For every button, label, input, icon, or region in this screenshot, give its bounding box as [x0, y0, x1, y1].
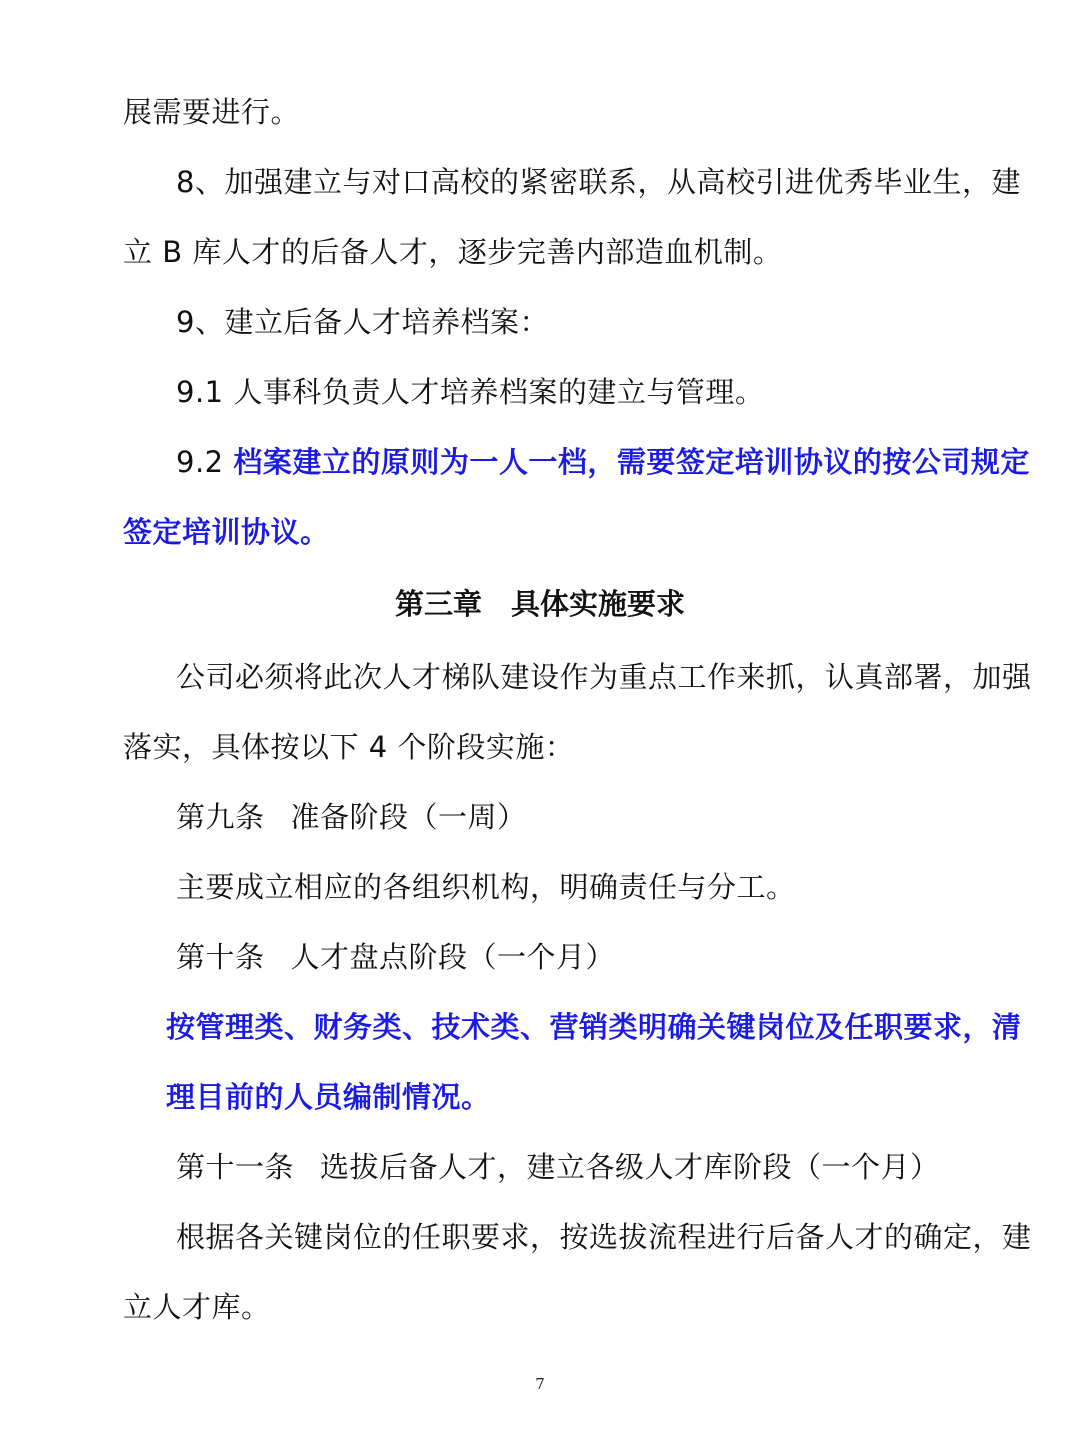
paragraph-line: 根据各关键岗位的任职要求，按选拔流程进行后备人才的确定，建: [176, 1220, 1032, 1254]
chapter-heading: 第三章 具体实施要求: [394, 587, 685, 621]
highlighted-paragraph-line: [176, 442, 1030, 482]
paragraph-line: 9.1 人事科负责人才培养档案的建立与管理。: [176, 375, 765, 409]
highlighted-text: 理目前的人员编制情况。: [166, 1080, 491, 1114]
article-heading: [176, 1147, 940, 1187]
page-number: 7: [535, 1375, 545, 1393]
highlighted-text: 签定培训协议。: [123, 515, 330, 549]
highlighted-text: 档案建立的原则为一人一档，需要签定培训协议的按公司规定: [233, 445, 1030, 479]
paragraph-line: 主要成立相应的各组织机构，明确责任与分工。: [176, 870, 796, 904]
article-heading: [176, 937, 615, 977]
paragraph-line: 公司必须将此次人才梯队建设作为重点工作来抓，认真部署，加强: [176, 660, 1032, 694]
article-number: 第十一条: [176, 1150, 295, 1184]
article-title: 人才盘点阶段（一个月）: [290, 940, 616, 974]
paragraph-line: 落实，具体按以下 4 个阶段实施：: [123, 730, 575, 764]
article-heading: [176, 797, 527, 837]
article-title: 选拔后备人才，建立各级人才库阶段（一个月）: [320, 1150, 940, 1184]
paragraph-line: 展需要进行。: [123, 95, 301, 129]
article-number: 第十条: [176, 940, 265, 974]
article-number: 第九条: [176, 800, 265, 834]
paragraph-line: 8、加强建立与对口高校的紧密联系，从高校引进优秀毕业生，建: [176, 165, 1021, 199]
clause-number: 9.2: [176, 445, 234, 479]
article-title: 准备阶段（一周）: [290, 800, 527, 834]
paragraph-line: 9、建立后备人才培养档案：: [176, 305, 549, 339]
highlighted-text: 按管理类、财务类、技术类、营销类明确关键岗位及任职要求，清: [166, 1010, 1022, 1044]
paragraph-line: 立 B 库人才的后备人才，逐步完善内部造血机制。: [123, 235, 783, 269]
paragraph-line: 立人才库。: [123, 1290, 271, 1324]
